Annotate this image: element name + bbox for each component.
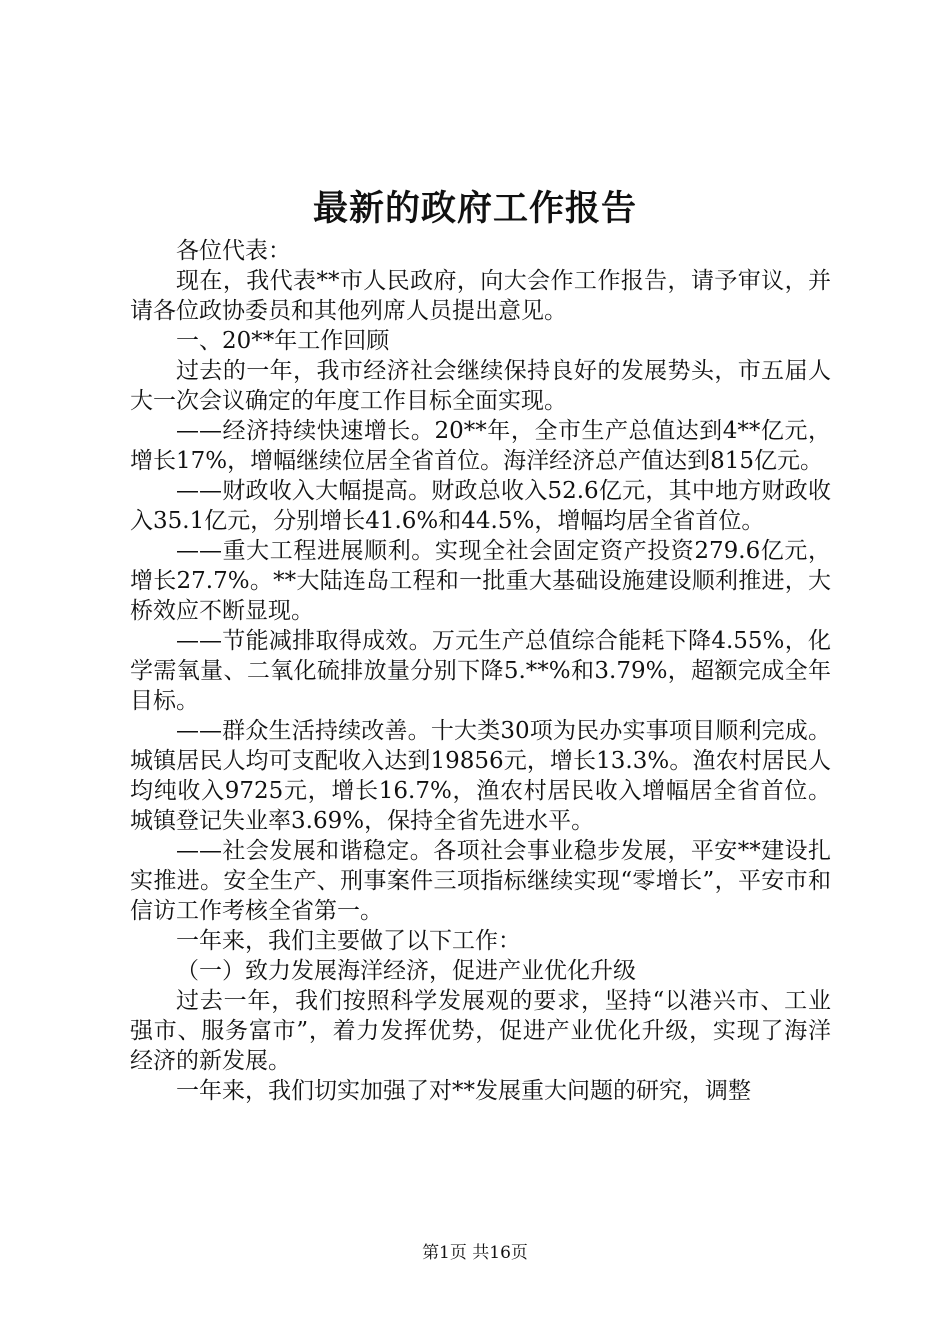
paragraph: 一年来，我们主要做了以下工作： [176,928,521,954]
paragraph: ——财政收入大幅提高。财政总收入52.6亿元，其中地方财政收入35.1亿元，分别增长41.6%和44.5%，增幅均居全省首位。 [130,478,831,534]
document-title: 最新的政府工作报告 [312,188,637,229]
paragraph: ——节能减排取得成效。万元生产总值综合能耗下降4.55%，化学需氧量、二氧化硫排放量分别下降5.**%和3.79%，超额完成全年目标。 [130,628,831,714]
paragraph: ——社会发展和谐稳定。各项社会事业稳步发展，平安**建设扎实推进。安全生产、刑事案件三项指标继续实现“零增长”，平安市和信访工作考核全省第一。 [130,838,831,924]
paragraph: ——重大工程进展顺利。实现全社会固定资产投资279.6亿元，增长27.7%。**大陆连岛工程和一批重大基础设施建设顺利推进，大桥效应不断显现。 [130,538,831,624]
paragraph: 各位代表： [176,238,291,264]
paragraph: 现在，我代表**市人民政府，向大会作工作报告，请予审议，并请各位政协委员和其他列席人员提出意见。 [130,268,831,324]
paragraph: ——经济持续快速增长。20**年，全市生产总值达到4**亿元，增长17%，增幅继续位居全省首位。海洋经济总产值达到815亿元。 [130,418,831,474]
paragraph: ——群众生活持续改善。十大类30项为民办实事项目顺利完成。城镇居民人均可支配收入达到19856元，增长13.3%。渔农村居民人均纯收入9725元，增长16.7%，渔农村居民收入增幅居全省首位。城镇登记失业率3.69%，保持全省先进水平。 [130,718,831,834]
subsection-heading: （一）致力发展海洋经济，促进产业优化升级 [176,958,636,984]
paragraph: 过去的一年，我市经济社会继续保持良好的发展势头，市五届人大一次会议确定的年度工作目标全面实现。 [130,358,831,414]
page-number-footer: 第1页 共16页 [422,1243,528,1263]
paragraph: 一年来，我们切实加强了对**发展重大问题的研究，调整 [176,1078,751,1104]
document-body [130,236,831,1106]
paragraph: 过去一年，我们按照科学发展观的要求，坚持“以港兴市、工业强市、服务富市”，着力发挥优势，促进产业优化升级，实现了海洋经济的新发展。 [130,988,831,1074]
section-heading: 一、20**年工作回顾 [176,328,390,354]
